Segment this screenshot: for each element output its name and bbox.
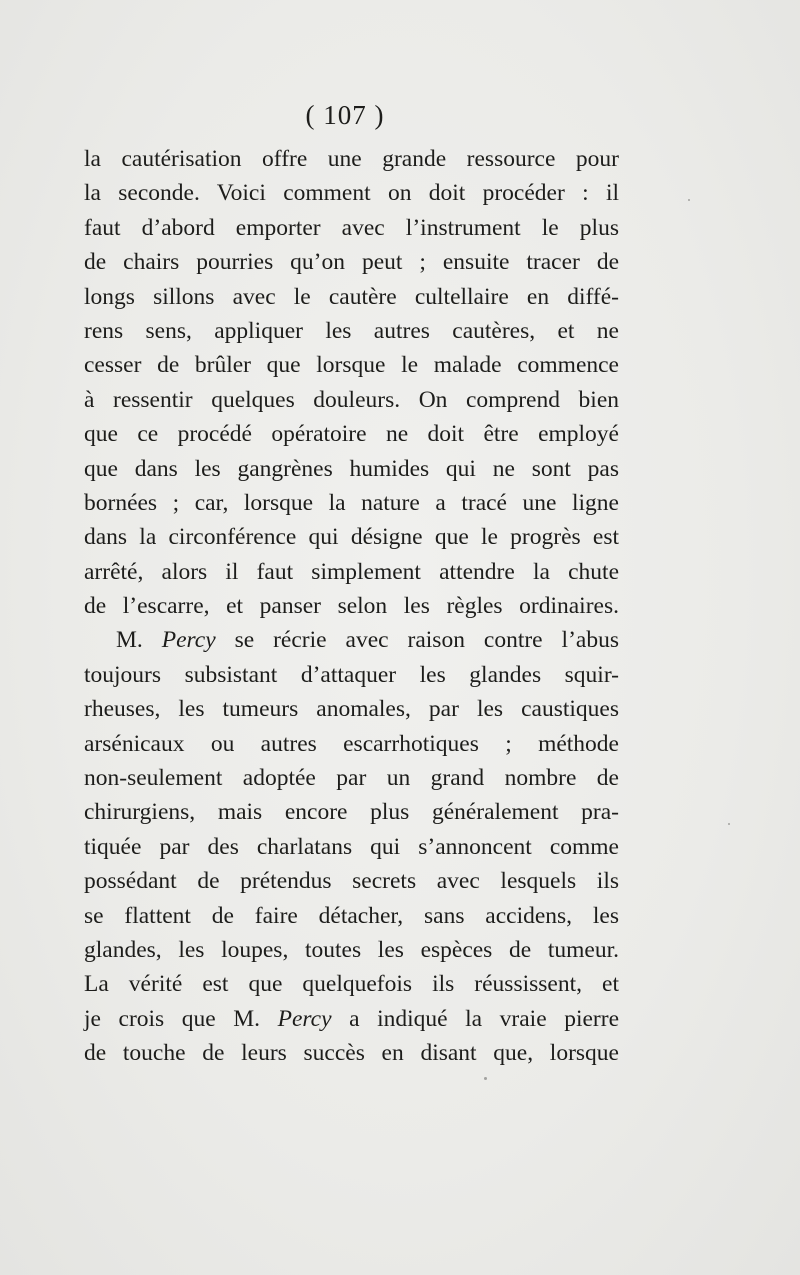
text-line: rheuses, les tumeurs anomales, par les caustiques	[84, 696, 619, 723]
text-line: bornées ; car, lorsque la nature a tracé une ligne	[84, 489, 619, 516]
text-line: de l’escarre, et panser selon les règles ordinaires.	[84, 593, 619, 620]
text-line: chirurgiens, mais encore plus généralement pra-	[84, 799, 619, 826]
text-line: glandes, les loupes, toutes les espèces de tumeur.	[84, 936, 619, 963]
text-line: que ce procédé opératoire ne doit être employé	[84, 421, 619, 448]
paper-speck	[484, 1077, 487, 1080]
text-line: de touche de leurs succès en disant que, lorsque	[84, 1040, 619, 1067]
text-line: rens sens, appliquer les autres cautères, et ne	[84, 317, 619, 344]
author-name: Percy	[161, 627, 216, 654]
text-line: je crois que M. Percy a indiqué la vraie pierre	[84, 1005, 619, 1032]
text-line: la seconde. Voici comment on doit procéder : il	[84, 180, 619, 207]
text-line: M. Percy se récrie avec raison contre l’abus	[116, 627, 619, 654]
text-line: non-seulement adoptée par un grand nombre de	[84, 765, 619, 792]
text-line: que dans les gangrènes humides qui ne sont pas	[84, 455, 619, 482]
body-text	[84, 142, 619, 1071]
text-line: longs sillons avec le cautère cultellaire en diffé-	[84, 283, 619, 310]
paper-speck	[728, 823, 730, 825]
text-line: toujours subsistant d’attaquer les glandes squir-	[84, 661, 619, 688]
author-name: Percy	[277, 1005, 332, 1032]
text-line: se flattent de faire détacher, sans accidens, les	[84, 902, 619, 929]
text-line: La vérité est que quelquefois ils réussissent, et	[84, 971, 619, 998]
text-line: arsénicaux ou autres escarrhotiques ; méthode	[84, 730, 619, 757]
text-line: de chairs pourries qu’on peut ; ensuite tracer de	[84, 249, 619, 276]
page-number: ( 107 )	[305, 100, 385, 130]
text-line: tiquée par des charlatans qui s’annoncent comme	[84, 833, 619, 860]
text-line: la cautérisation offre une grande ressource pour	[84, 146, 619, 172]
text-line: cesser de brûler que lorsque le malade commence	[84, 352, 619, 379]
paper-speck	[688, 199, 690, 201]
text-line: à ressentir quelques douleurs. On comprend bien	[84, 386, 619, 413]
text-line: arrêté, alors il faut simplement attendre la chute	[84, 558, 619, 585]
text-line: faut d’abord emporter avec l’instrument le plus	[84, 214, 619, 241]
text-line: possédant de prétendus secrets avec lesquels ils	[84, 868, 619, 895]
text-line: dans la circonférence qui désigne que le progrès est	[84, 524, 619, 551]
